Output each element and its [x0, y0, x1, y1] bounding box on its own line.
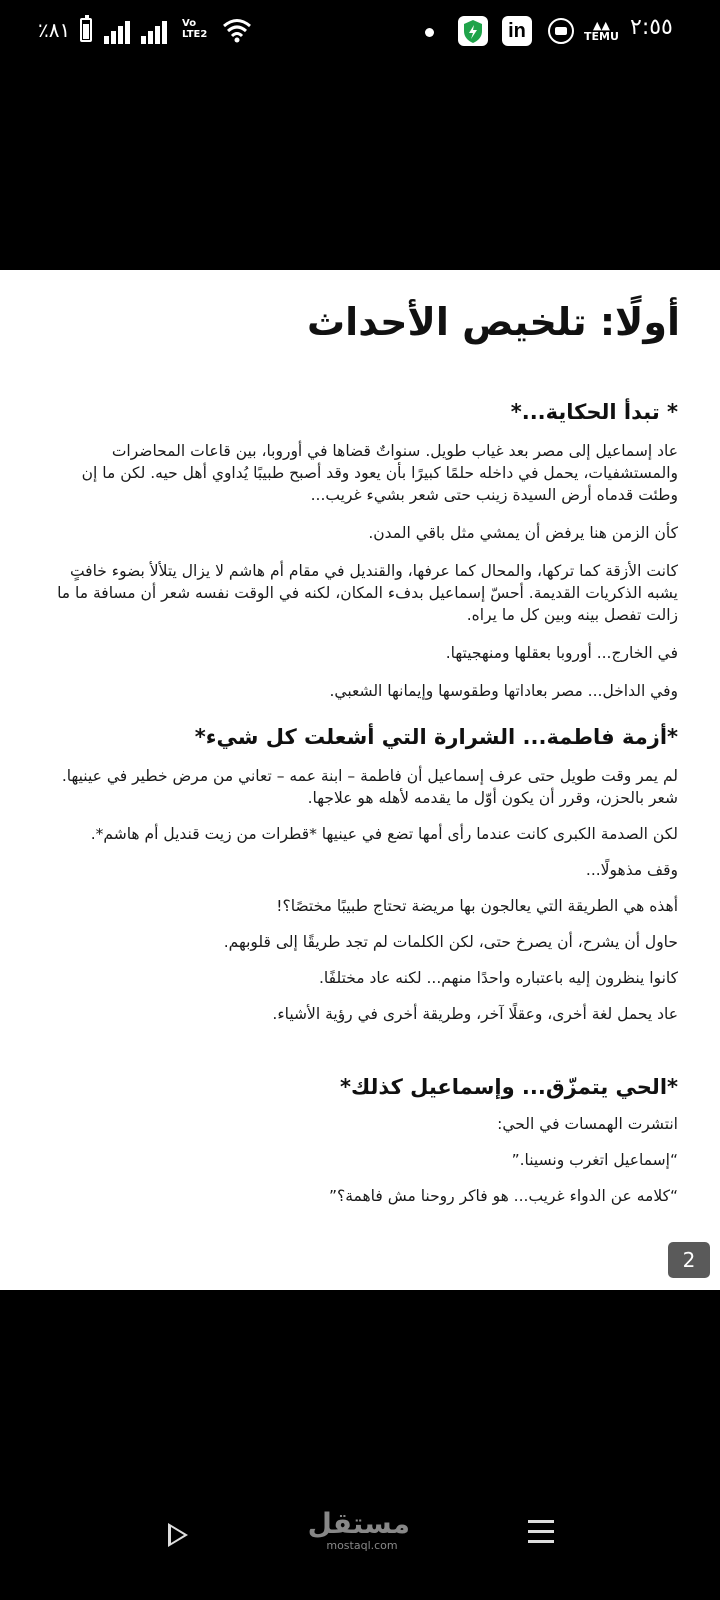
paragraph: كانت الأزقة كما تركها، والمحال كما عرفها، والقنديل في مقام أم هاشم لا يزال يتلألأ بضوء خافتٍ يشبه الذكريات القديمة. أحسّ إسماعيل بدفء المكان، لكنه في الوقت نفسه شعر أن مسافة ما ما زالت تفصل بينه وبين كل ما يراه.: [57, 562, 678, 624]
paragraph: “كلامه عن الدواء غريب... هو فاكر روحنا مش فاهمة؟”: [328, 1187, 678, 1205]
paragraph: في الخارج... أوروبا بعقلها ومنهجيتها.: [445, 644, 678, 662]
paragraph: أهذه هي الطريقة التي يعالجون بها مريضة تحتاج طبيبًا مختصًا؟!: [276, 897, 678, 915]
paragraph: وقف مذهولًا...: [585, 861, 678, 879]
battery-icon: [80, 18, 92, 42]
page-title: أولًا: تلخيص الأحداث: [307, 300, 680, 344]
watermark-text: مستقل: [307, 1507, 410, 1540]
page-number-badge: 2: [668, 1242, 710, 1278]
battery-percentage: ٪٨١: [38, 18, 71, 42]
section-heading: * تبدأ الحكاية...*: [510, 400, 678, 424]
paragraph: انتشرت الهمسات في الحي:: [497, 1115, 678, 1133]
chat-icon: [548, 18, 574, 44]
linkedin-icon: in: [502, 16, 532, 46]
navigation-bar: [0, 1490, 720, 1600]
status-bar: [0, 0, 720, 64]
paragraph: عاد يحمل لغة أخرى، وعقلًا آخر، وطريقة أخرى في رؤية الأشياء.: [272, 1005, 678, 1023]
paragraph: لكن الصدمة الكبرى كانت عندما رأى أمها تضع في عينيها *قطرات من زيت قنديل أم هاشم*.: [90, 825, 678, 843]
paragraph: كانوا ينظرون إليه باعتباره واحدًا منهم... لكنه عاد مختلفًا.: [318, 969, 678, 987]
paragraph: حاول أن يشرح، أن يصرخ حتى، لكن الكلمات لم تجد طريقًا إلى قلوبهم.: [223, 933, 678, 951]
paragraph: لم يمر وقت طويل حتى عرف إسماعيل أن فاطمة – ابنة عمه – تعاني من مرض خطير في عينيها. شعر بالحزن، وقرر أن يكون أوّل ما يقدمه لأهله هو علاجها.: [61, 767, 678, 807]
paragraph: “إسماعيل اتغرب ونسينا.”: [511, 1151, 678, 1169]
signal-icon: [104, 20, 134, 44]
section-story-begins: [52, 400, 678, 702]
section-neighborhood-torn: [52, 1075, 678, 1207]
temu-icon: ▲▲ TEMU: [584, 19, 619, 43]
temu-label: TEMU: [584, 30, 619, 43]
dot-icon: [425, 28, 434, 37]
paragraph: عاد إسماعيل إلى مصر بعد غياب طويل. سنواتٌ قضاها في أوروبا، بين قاعات المحاضرات والمستشفيات، يحمل في داخله حلمًا كبيرًا بأن يعود وقد أصبح طبيبًا يُداوي أهل حيه. لكن ما إن وطئت قدماه أرض السيدة زينب حتى شعر بشيء غريب...: [81, 442, 678, 504]
watermark-logo: [307, 1507, 410, 1552]
section-fatma-crisis: [52, 725, 678, 1025]
lte-icon: Vo LTE2: [182, 18, 208, 40]
shield-icon: [458, 16, 488, 46]
clock: ٢:٥٥: [630, 15, 673, 40]
paragraph: وفي الداخل... مصر بعاداتها وطقوسها وإيمانها الشعبي.: [329, 682, 678, 700]
signal-icon: [141, 20, 171, 44]
document-page: [0, 270, 720, 1290]
play-icon[interactable]: [168, 1523, 188, 1547]
section-heading: *أزمة فاطمة... الشرارة التي أشعلت كل شيء*: [194, 725, 678, 749]
paragraph: كأن الزمن هنا يرفض أن يمشي مثل باقي المدن.: [368, 524, 678, 542]
wifi-icon: [222, 16, 252, 44]
section-heading: *الحي يتمزّق... وإسماعيل كذلك*: [340, 1075, 678, 1099]
menu-icon[interactable]: [528, 1520, 554, 1544]
watermark-url: mostaql.com: [326, 1539, 398, 1552]
